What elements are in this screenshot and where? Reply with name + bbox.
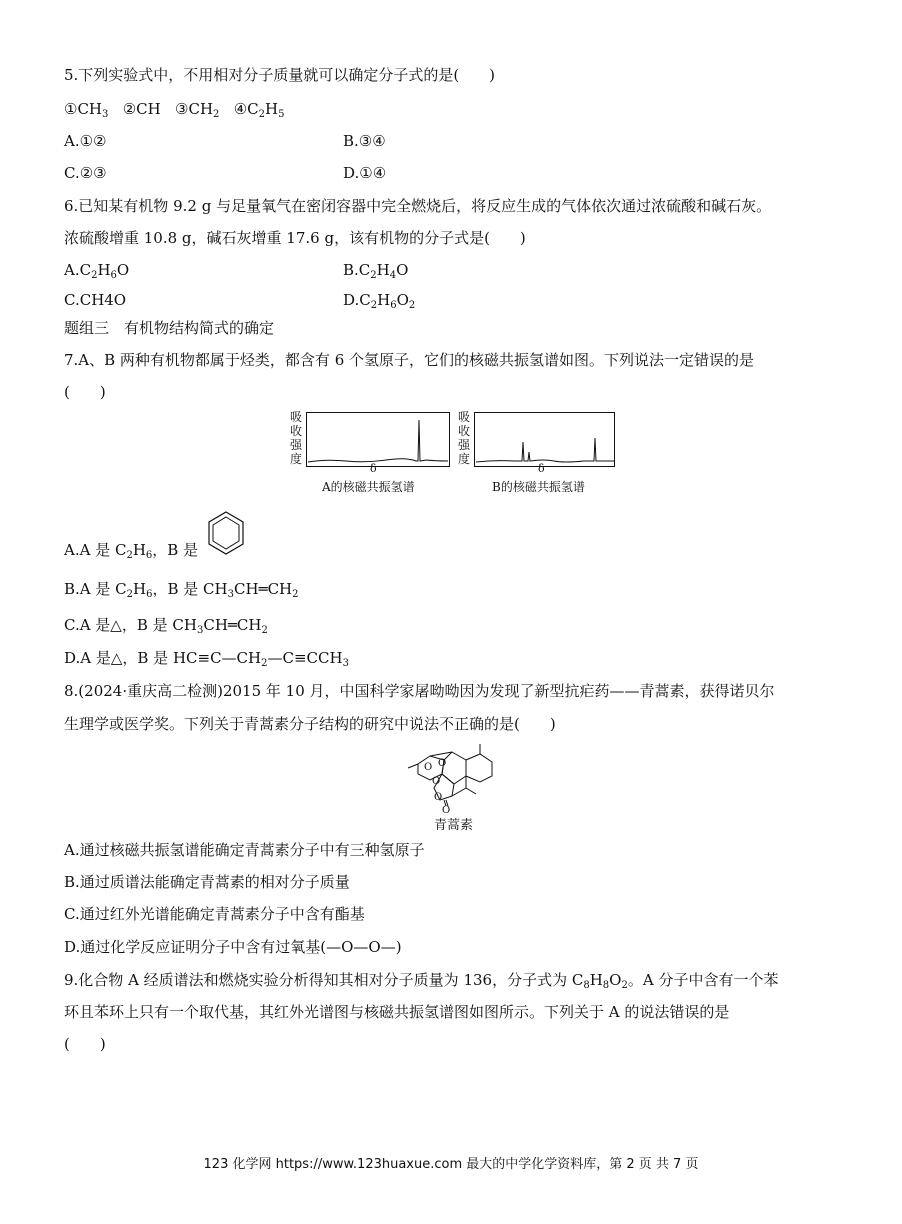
oxygen-atom-label: O [438, 758, 447, 769]
oxygen-atom-label: O [432, 776, 441, 787]
q7-option-a: A.A 是 $C_2H_6$，B 是 [64, 541, 199, 561]
q5-item-4: $④C_2H_5$ [233, 100, 285, 120]
q8-option-c: C.通过红外光谱能确定青蒿素分子中含有酯基 [64, 905, 365, 923]
nmr-a-xlabel: δ [370, 462, 377, 475]
oxygen-atom-label: O [442, 805, 451, 814]
oxygen-atom-label: O [434, 792, 443, 803]
q8-stem-1: 8.(2024·重庆高二检测)2015 年 10 月，中国科学家屠呦呦因为发现了新型抗疟药——青蒿素，获得诺贝尔 [64, 682, 775, 700]
q5-option-d: D.①④ [343, 164, 387, 182]
q7-stem-1: 7.A、B 两种有机物都属于烃类，都含有 6 个氢原子，它们的核磁共振氢谱如图。下列说法一定错误的是 [64, 351, 755, 369]
nmr-b-ylabel: 吸 收 强 度 [457, 410, 470, 466]
artemisinin-structure [404, 742, 500, 814]
nmr-spectrum-a [306, 412, 456, 468]
q5-option-a: A.①② [64, 132, 107, 150]
q6-option-c: C.CH4O [64, 291, 127, 309]
q9-stem-1: 9.化合物 A 经质谱法和燃烧实验分析得知其相对分子质量为 136，分子式为 $C_8H_8O_2$。A 分子中含有一个苯 [64, 971, 779, 991]
q6-option-b: $B.C_2H_4O$ [343, 261, 409, 281]
q5-item-1: $①CH_3$ [64, 100, 109, 120]
q6-option-d: $D.C_2H_6O_2$ [343, 291, 416, 311]
nmr-b-xlabel: δ [538, 462, 545, 475]
q7-option-b: B.A 是 $C_2H_6$，B 是 $CH_3CH═CH_2$ [64, 580, 299, 600]
oxygen-atom-label: O [424, 762, 433, 773]
q5-item-3: $③CH_2$ [175, 100, 220, 120]
q5-item-2: ②CH [122, 100, 161, 118]
q6-option-a: $A.C_2H_6O$ [64, 261, 130, 281]
q8-option-b: B.通过质谱法能确定青蒿素的相对分子质量 [64, 873, 350, 891]
q8-option-a: A.通过核磁共振氢谱能确定青蒿素分子中有三种氢原子 [64, 841, 425, 859]
section-title: 题组三 有机物结构简式的确定 [64, 319, 275, 337]
q5-stem: 5.下列实验式中，不用相对分子质量就可以确定分子式的是( ) [64, 66, 496, 84]
benzene-ring-structure [206, 510, 246, 558]
q9-stem-2: 环且苯环上只有一个取代基，其红外光谱图与核磁共振氢谱图如图所示。下列关于 A 的说法错误的是 [64, 1003, 730, 1021]
q7-stem-2: ( ) [64, 383, 106, 401]
q8-stem-2: 生理学或医学奖。下列关于青蒿素分子结构的研究中说法不正确的是( ) [64, 715, 556, 733]
q6-stem-1: 6.已知某有机物 9.2 g 与足量氧气在密闭容器中完全燃烧后，将反应生成的气体依次通过浓硫酸和碱石灰。 [64, 197, 772, 215]
artemisinin-caption: 青蒿素 [434, 818, 474, 833]
q7-option-d: D.A 是△，B 是 $HC\equiv C—CH_2—C\equiv CCH_3$ [64, 649, 349, 669]
nmr-b-caption: B的核磁共振氢谱 [492, 480, 585, 494]
page-footer: 123 化学网 https://www.123huaxue.com 最大的中学化学资料库，第 2 页 共 7 页 [203, 1157, 699, 1172]
q5-option-c: C.②③ [64, 164, 107, 182]
q6-stem-2: 浓硫酸增重 10.8 g，碱石灰增重 17.6 g，该有机物的分子式是( ) [64, 229, 526, 247]
nmr-a-ylabel: 吸 收 强 度 [289, 410, 302, 466]
nmr-a-caption: A的核磁共振氢谱 [322, 480, 415, 494]
q5-items [64, 99, 285, 119]
q7-option-c: C.A 是△，B 是 $CH_3CH═CH_2$ [64, 616, 268, 636]
q5-option-b: B.③④ [343, 132, 386, 150]
nmr-spectrum-b [474, 412, 624, 468]
q9-stem-3: ( ) [64, 1035, 106, 1053]
q8-option-d: D.通过化学反应证明分子中含有过氧基(—O—O—) [64, 938, 402, 956]
